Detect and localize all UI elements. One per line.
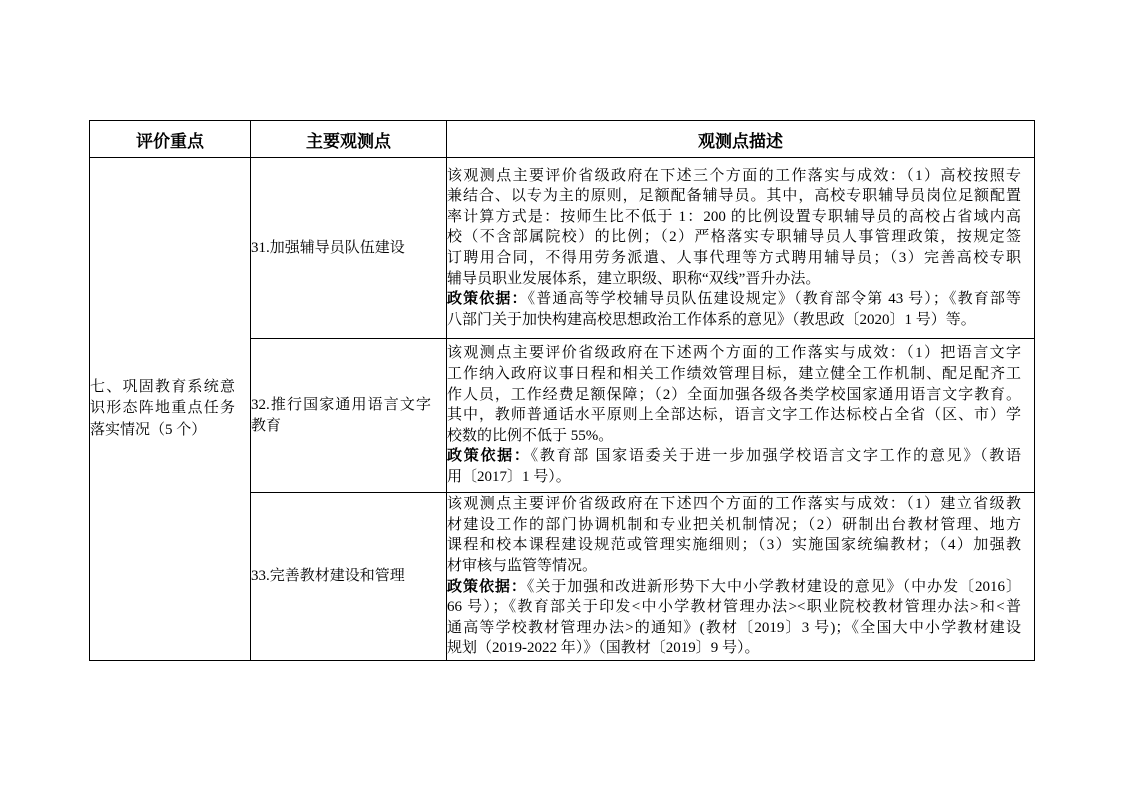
header-evaluation-focus: 评价重点 [90,121,251,158]
description-line: 率计算方式是：按师生比不低于 1：200 的比例设置专职辅导员的高校占省域内高 [447,208,1021,225]
table-row [90,158,1035,339]
observation-point-cell [251,339,447,493]
policy-line: 规划（2019-2022 年）》（国教材〔2019〕9 号）。 [447,640,760,657]
description-line: 兼结合、以专为主的原则，足额配备辅导员。其中，高校专职辅导员岗位足额配置 [447,188,1021,205]
description-line: 材建设工作的部门协调机制和专业把关机制情况；（2）研制出台教材管理、地方 [447,516,1021,533]
observation-point-label: 32.推行国家通用语言文字教育 [251,396,431,434]
evaluation-table [89,120,1035,661]
description-text [447,166,1021,331]
policy-text: 《教育部 国家语委关于进一步加强学校语言文字工作的意见》（教语 [530,448,1021,465]
description-cell [447,493,1035,661]
description-line: 辅导员职业发展体系，建立职级、职称“双线”晋升办法。 [447,270,821,287]
description-line: 该观测点主要评价省级政府在下述四个方面的工作落实与成效：（1）建立省级教 [447,496,1021,513]
observation-point-label: 31.加强辅导员队伍建设 [251,239,405,256]
section-title: 七、巩固教育系统意识形态阵地重点任务落实情况（5 个） [90,378,235,438]
description-cell [447,339,1035,493]
description-cell [447,158,1035,339]
policy-label: 政策依据： [447,291,528,308]
policy-line: 66 号）；《教育部关于印发<中小学教材管理办法><职业院校教材管理办法>和<普 [447,599,1021,616]
description-line: 作人员，工作经费足额保障；（2）全面加强各级各类学校国家通用语言文字教育。 [447,386,1021,403]
header-row [90,121,1035,158]
description-text [447,343,1021,487]
policy-line [447,577,1021,598]
description-text [447,494,1021,659]
policy-label: 政策依据： [447,578,527,595]
description-line: 该观测点主要评价省级政府在下述两个方面的工作落实与成效：（1）把语言文字 [447,345,1021,362]
observation-point-cell [251,493,447,661]
policy-text: 《普通高等学校辅导员队伍建设规定》（教育部令第 43 号）；《教育部等 [527,291,1021,308]
observation-point-label: 33.完善教材建设和管理 [251,568,405,584]
header-main-observation-point: 主要观测点 [251,121,447,158]
description-line: 其中，教师普通话水平原则上全部达标，语言文字工作达标校占全省（区、市）学 [447,407,1021,424]
description-line: 校（不含部属院校）的比例；（2）严格落实专职辅导员人事管理政策，按规定签 [447,229,1021,246]
policy-line: 八部门关于加快构建高校思想政治工作体系的意见》（教思政〔2020〕1 号）等。 [447,311,976,328]
description-line: 该观测点主要评价省级政府在下述三个方面的工作落实与成效：（1）高校按照专 [447,167,1021,184]
policy-label: 政策依据： [447,448,531,465]
policy-line: 通高等学校教材管理办法>的通知》(教材〔2019〕3 号)；《全国大中小学教材建设 [447,619,1021,636]
description-line: 课程和校本课程建设规范或管理实施细则；（3）实施国家统编教材；（4）加强教 [447,537,1021,554]
policy-line [447,446,1021,467]
description-line: 工作纳入政府议事日程和相关工作绩效管理目标，建立健全工作机制、配足配齐工 [447,366,1021,383]
header-observation-description: 观测点描述 [447,121,1035,158]
description-line: 材审核与监管等情况。 [447,557,598,574]
description-line: 校数的比例不低于 55%。 [447,427,614,444]
section-cell [90,158,251,661]
policy-line: 用〔2017〕1 号）。 [447,468,571,485]
description-line: 订聘用合同，不得用劳务派遣、人事代理等方式聘用辅导员；（3）完善高校专职 [447,250,1021,266]
policy-line [447,289,1021,310]
observation-point-cell [251,158,447,339]
policy-text: 《关于加强和改进新形势下大中小学教材建设的意见》（中办发〔2016〕 [526,578,1021,595]
